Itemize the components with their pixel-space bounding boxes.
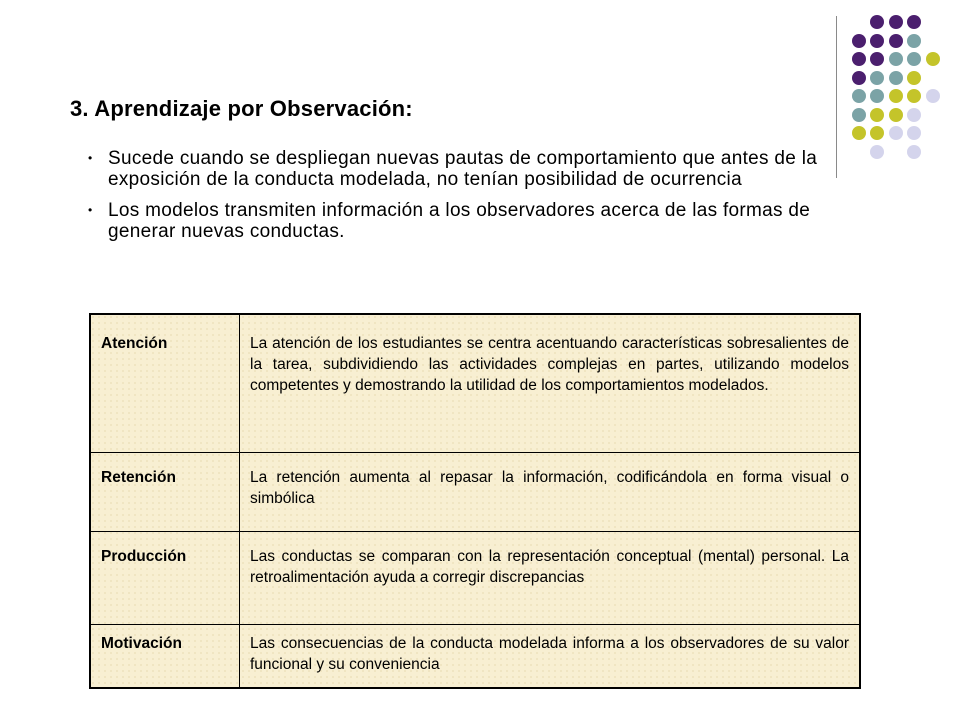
decorative-dot bbox=[870, 71, 884, 85]
decorative-dot bbox=[889, 34, 903, 48]
table-row bbox=[90, 314, 860, 453]
decorative-dot bbox=[926, 52, 940, 66]
decorative-dot bbox=[907, 15, 921, 29]
decorative-dot bbox=[907, 34, 921, 48]
decorative-dot bbox=[852, 126, 866, 140]
table-row bbox=[90, 532, 860, 625]
stage-term: Producción bbox=[90, 532, 240, 625]
bullet-text: Sucede cuando se despliegan nuevas pautas de comportamiento que antes de la exposición de la conducta modelada, no tenían posibilidad de ocurrencia bbox=[108, 148, 818, 190]
decorative-dot bbox=[852, 34, 866, 48]
decorative-dot bbox=[889, 126, 903, 140]
decorative-dot bbox=[889, 52, 903, 66]
decorative-dot bbox=[889, 71, 903, 85]
table-row bbox=[90, 625, 860, 689]
decorative-dot bbox=[870, 108, 884, 122]
decorative-dot bbox=[852, 89, 866, 103]
bullet-text: Los modelos transmiten información a los observadores acerca de las formas de generar nuevas conductas. bbox=[108, 200, 811, 242]
bullet-item bbox=[88, 200, 828, 242]
stage-description: La atención de los estudiantes se centra acentuando características sobresalientes de la tarea, subdividiendo las actividades complejas en partes, utilizando modelos competentes y demostrando la utilidad de los comportamientos modelados. bbox=[240, 314, 861, 453]
decorative-vertical-line bbox=[836, 16, 837, 178]
decorative-dot bbox=[870, 52, 884, 66]
stage-term: Retención bbox=[90, 453, 240, 532]
decorative-dot bbox=[907, 108, 921, 122]
decorative-dot bbox=[889, 108, 903, 122]
bullet-item bbox=[88, 148, 828, 190]
decorative-dot bbox=[852, 71, 866, 85]
slide-title: 3. Aprendizaje por Observación: bbox=[70, 96, 413, 121]
decorative-dot bbox=[870, 145, 884, 159]
bullet-list bbox=[88, 148, 828, 252]
decorative-dot bbox=[889, 89, 903, 103]
decorative-dot bbox=[852, 52, 866, 66]
stage-term: Motivación bbox=[90, 625, 240, 689]
decorative-dot bbox=[870, 34, 884, 48]
decorative-dot bbox=[926, 89, 940, 103]
table-row bbox=[90, 453, 860, 532]
decorative-dot bbox=[907, 71, 921, 85]
stage-term: Atención bbox=[90, 314, 240, 453]
decorative-dot bbox=[870, 89, 884, 103]
bullet-mark: • bbox=[88, 203, 93, 217]
learning-stages-table bbox=[89, 313, 861, 689]
stage-description: Las conductas se comparan con la representación conceptual (mental) personal. La retroalimentación ayuda a corregir discrepancias bbox=[240, 532, 861, 625]
decorative-dot bbox=[907, 145, 921, 159]
decorative-dot bbox=[870, 126, 884, 140]
decorative-dot bbox=[889, 15, 903, 29]
decorative-dot bbox=[907, 89, 921, 103]
bullet-mark: • bbox=[88, 151, 93, 165]
stage-description: La retención aumenta al repasar la información, codificándola en forma visual o simbólica bbox=[240, 453, 861, 532]
decorative-dot bbox=[870, 15, 884, 29]
decorative-dot bbox=[907, 126, 921, 140]
stage-description: Las consecuencias de la conducta modelada informa a los observadores de su valor funcional y su conveniencia bbox=[240, 625, 861, 689]
decorative-dot bbox=[852, 108, 866, 122]
decorative-dot bbox=[907, 52, 921, 66]
